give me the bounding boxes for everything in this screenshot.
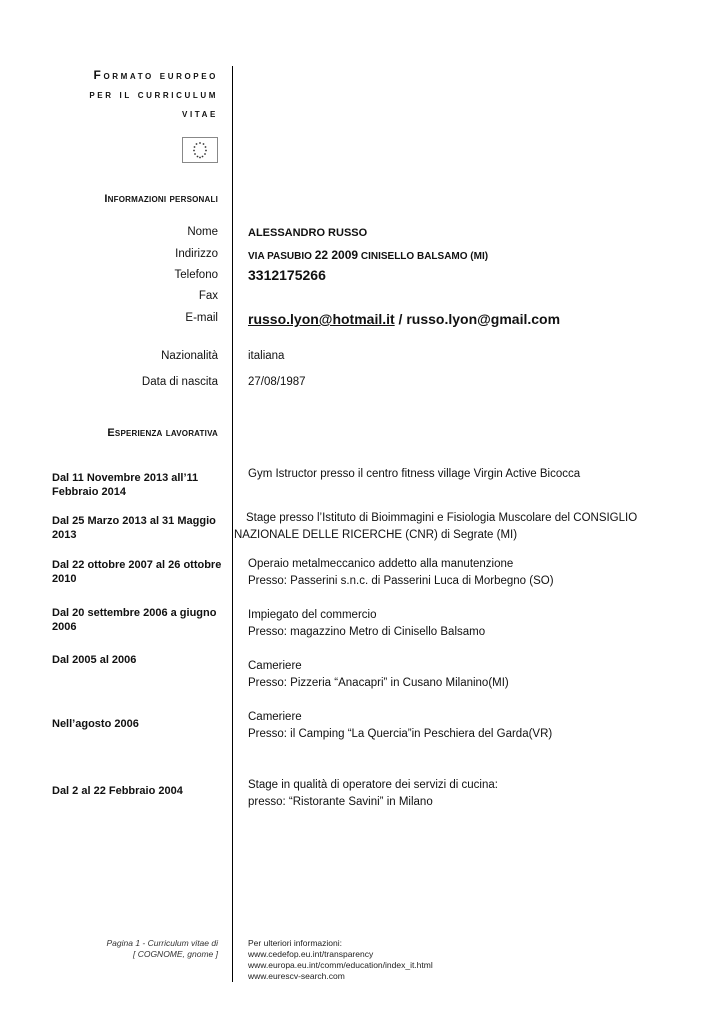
footer-link-europa[interactable]: www.europa.eu.int/comm/education/index_it.html bbox=[248, 960, 433, 970]
email-link-hotmail[interactable]: russo.lyon@hotmail.it bbox=[248, 311, 395, 327]
footer-link-eurescv[interactable]: www.eurescv-search.com bbox=[248, 971, 345, 981]
title-line-3: vitae bbox=[182, 106, 218, 120]
exp-desc-7 bbox=[248, 777, 498, 811]
exp-desc-5 bbox=[248, 658, 509, 692]
address-city: CINISELLO BALSAMO (MI) bbox=[358, 251, 489, 262]
exp-desc-5-line1: Cameriere bbox=[248, 660, 302, 672]
footer-page-line2: [ COGNOME, gnome ] bbox=[132, 949, 218, 959]
nationality-value: italiana bbox=[248, 350, 285, 362]
exp-dates-4: Dal 20 settembre 2006 a giugno 2006 bbox=[52, 607, 217, 633]
fax-label: Fax bbox=[198, 290, 218, 302]
address-street: VIA PASUBIO bbox=[248, 251, 315, 262]
exp-desc-4 bbox=[248, 607, 485, 641]
exp-desc-4-line1: Impiegato del commercio bbox=[248, 609, 377, 621]
experience-heading: Esperienza lavorativa bbox=[107, 427, 218, 439]
email-label: E-mail bbox=[185, 312, 218, 324]
birth-value: 27/08/1987 bbox=[248, 376, 306, 388]
exp-dates-3: Dal 22 ottobre 2007 al 26 ottobre 2010 bbox=[52, 559, 222, 585]
exp-desc-5-line2: Presso: Pizzeria “Anacapri” in Cusano Milanino(MI) bbox=[248, 677, 509, 689]
address-label: Indirizzo bbox=[175, 248, 218, 260]
exp-desc-6-line1: Cameriere bbox=[248, 711, 302, 723]
exp-dates-6: Nell’agosto 2006 bbox=[52, 718, 139, 730]
exp-desc-3-line1: Operaio metalmeccanico addetto alla manutenzione bbox=[248, 558, 514, 570]
exp-desc-1 bbox=[248, 466, 580, 483]
exp-desc-4-line2: Presso: magazzino Metro di Cinisello Balsamo bbox=[248, 626, 486, 638]
email-value bbox=[248, 311, 560, 327]
address-value bbox=[248, 248, 488, 262]
birth-label: Data di nascita bbox=[141, 376, 218, 388]
exp-dates-2: Dal 25 Marzo 2013 al 31 Maggio 2013 bbox=[52, 515, 216, 541]
vertical-divider bbox=[232, 66, 233, 982]
footer-info-label: Per ulteriori informazioni: bbox=[248, 938, 343, 948]
email-gmail: / russo.lyon@gmail.com bbox=[394, 311, 561, 327]
exp-desc-6-line2: Presso: il Camping “La Quercia”in Peschiera del Garda(VR) bbox=[248, 728, 553, 740]
address-number: 22 2009 bbox=[314, 248, 359, 262]
footer-page-info bbox=[60, 938, 218, 960]
footer-page-line1: Pagina 1 - Curriculum vitae di bbox=[106, 938, 218, 948]
exp-desc-7-line2: presso: “Ristorante Savini” in Milano bbox=[248, 796, 433, 808]
exp-desc-2-line2: NAZIONALE DELLE RICERCHE (CNR) di Segrate (MI) bbox=[234, 529, 518, 541]
nationality-label: Nazionalità bbox=[161, 350, 218, 362]
exp-desc-7-line1: Stage in qualità di operatore dei servizi di cucina: bbox=[248, 779, 498, 791]
title-line-1: Formato europeo bbox=[93, 68, 218, 82]
exp-dates-5: Dal 2005 al 2006 bbox=[52, 654, 137, 666]
exp-desc-3 bbox=[248, 556, 554, 590]
exp-desc-6 bbox=[248, 709, 552, 743]
personal-info-heading: Informazioni personali bbox=[104, 193, 218, 205]
exp-desc-2 bbox=[234, 510, 637, 544]
exp-desc-1-line1: Gym Istructor presso il centro fitness village Virgin Active Bicocca bbox=[248, 468, 581, 480]
exp-desc-2-line1: Stage presso l’Istituto di Bioimmagini e Fisiologia Muscolare del CONSIGLIO bbox=[246, 512, 638, 524]
exp-desc-3-line2: Presso: Passerini s.n.c. di Passerini Luca di Morbegno (SO) bbox=[248, 575, 554, 587]
name-value: ALESSANDRO RUSSO bbox=[248, 227, 368, 239]
phone-value: 3312175266 bbox=[248, 267, 326, 283]
title-line-2: per il curriculum bbox=[89, 87, 218, 101]
footer-link-cedefop[interactable]: www.cedefop.eu.int/transparency bbox=[248, 949, 374, 959]
phone-label: Telefono bbox=[174, 269, 218, 281]
footer-links bbox=[248, 938, 433, 982]
eu-flag-icon bbox=[182, 137, 218, 163]
name-label: Nome bbox=[187, 226, 218, 238]
exp-dates-7: Dal 2 al 22 Febbraio 2004 bbox=[52, 785, 183, 797]
cv-title bbox=[60, 66, 218, 123]
exp-dates-1: Dal 11 Novembre 2013 all’11 Febbraio 2014 bbox=[52, 472, 199, 498]
